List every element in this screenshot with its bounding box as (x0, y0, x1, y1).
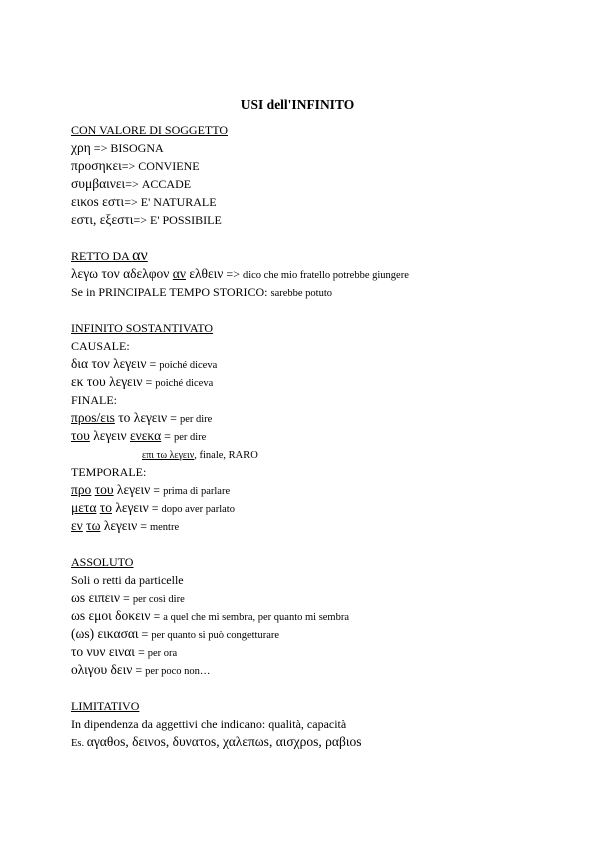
temporale-row: εν τω λεγειν = mentre (71, 518, 180, 533)
causale-row: δια τον λεγειν = poiché diceva (71, 356, 218, 371)
assoluto-row: (ωs) εικασαι = per quanto si può congetturare (71, 626, 280, 641)
spacer (71, 229, 581, 247)
assoluto-row: το νυν ειναι = per ora (71, 644, 178, 659)
soggetto-row: συμβαινει=> ACCADE (71, 176, 192, 191)
soggetto-row: χρη => BISOGNA (71, 140, 164, 155)
retto-note: Se in PRINCIPALE TEMPO STORICO: sarebbe potuto (71, 285, 333, 299)
page-title: USI dell'INFINITO (240, 97, 355, 112)
assoluto-intro: Soli o retti da particelle (71, 573, 184, 587)
finale-row: προs/ειs το λεγειν = per dire (71, 410, 213, 425)
soggetto-row: προσηκει=> CONVIENE (71, 158, 200, 173)
soggetto-row: εστι, εξεστι=> E' POSSIBILE (71, 212, 222, 227)
limitativo-intro: In dipendenza da aggettivi che indicano: qualità, capacità (71, 717, 347, 731)
section-heading-limitativo: LIMITATIVO (71, 699, 140, 713)
subheading-causale: CAUSALE: (71, 339, 130, 353)
subheading-finale: FINALE: (71, 393, 117, 407)
section-heading-soggetto: CON VALORE DI SOGGETTO (71, 123, 229, 137)
causale-row: εκ του λεγειν = poiché diceva (71, 374, 214, 389)
finale-row: του λεγειν ενεκα = per dire (71, 428, 207, 443)
assoluto-row: ωs ειπειν = per così dire (71, 590, 185, 605)
assoluto-row: ωs εμοι δοκειν = a quel che mi sembra, per quanto mi sembra (71, 608, 350, 623)
section-heading-sostantivato: INFINITO SOSTANTIVATO (71, 321, 214, 335)
assoluto-row: ολιγου δειν = per poco non… (71, 662, 211, 677)
retto-example: λεγω τον αδελφον αν ελθειν => dico che mio fratello potrebbe giungere (71, 266, 409, 281)
section-heading-retto: RETTO DA αν (71, 247, 148, 264)
limitativo-example: Es. αγαθοs, δεινοs, δυνατοs, χαλεπωs, αισχροs, ραβιοs (71, 734, 362, 749)
finale-row-rare: επι τω λεγειν, finale, RARO (142, 450, 258, 461)
spacer (71, 301, 581, 319)
temporale-row: μετα το λεγειν = dopo aver parlato (71, 500, 235, 515)
temporale-row: προ του λεγειν = prima di parlare (71, 482, 231, 497)
document-body (71, 121, 581, 751)
soggetto-row: εικοs εστι=> E' NATURALE (71, 194, 217, 209)
spacer (71, 679, 581, 697)
section-heading-assoluto: ASSOLUTO (71, 555, 134, 569)
spacer (71, 535, 581, 553)
subheading-temporale: TEMPORALE: (71, 465, 147, 479)
